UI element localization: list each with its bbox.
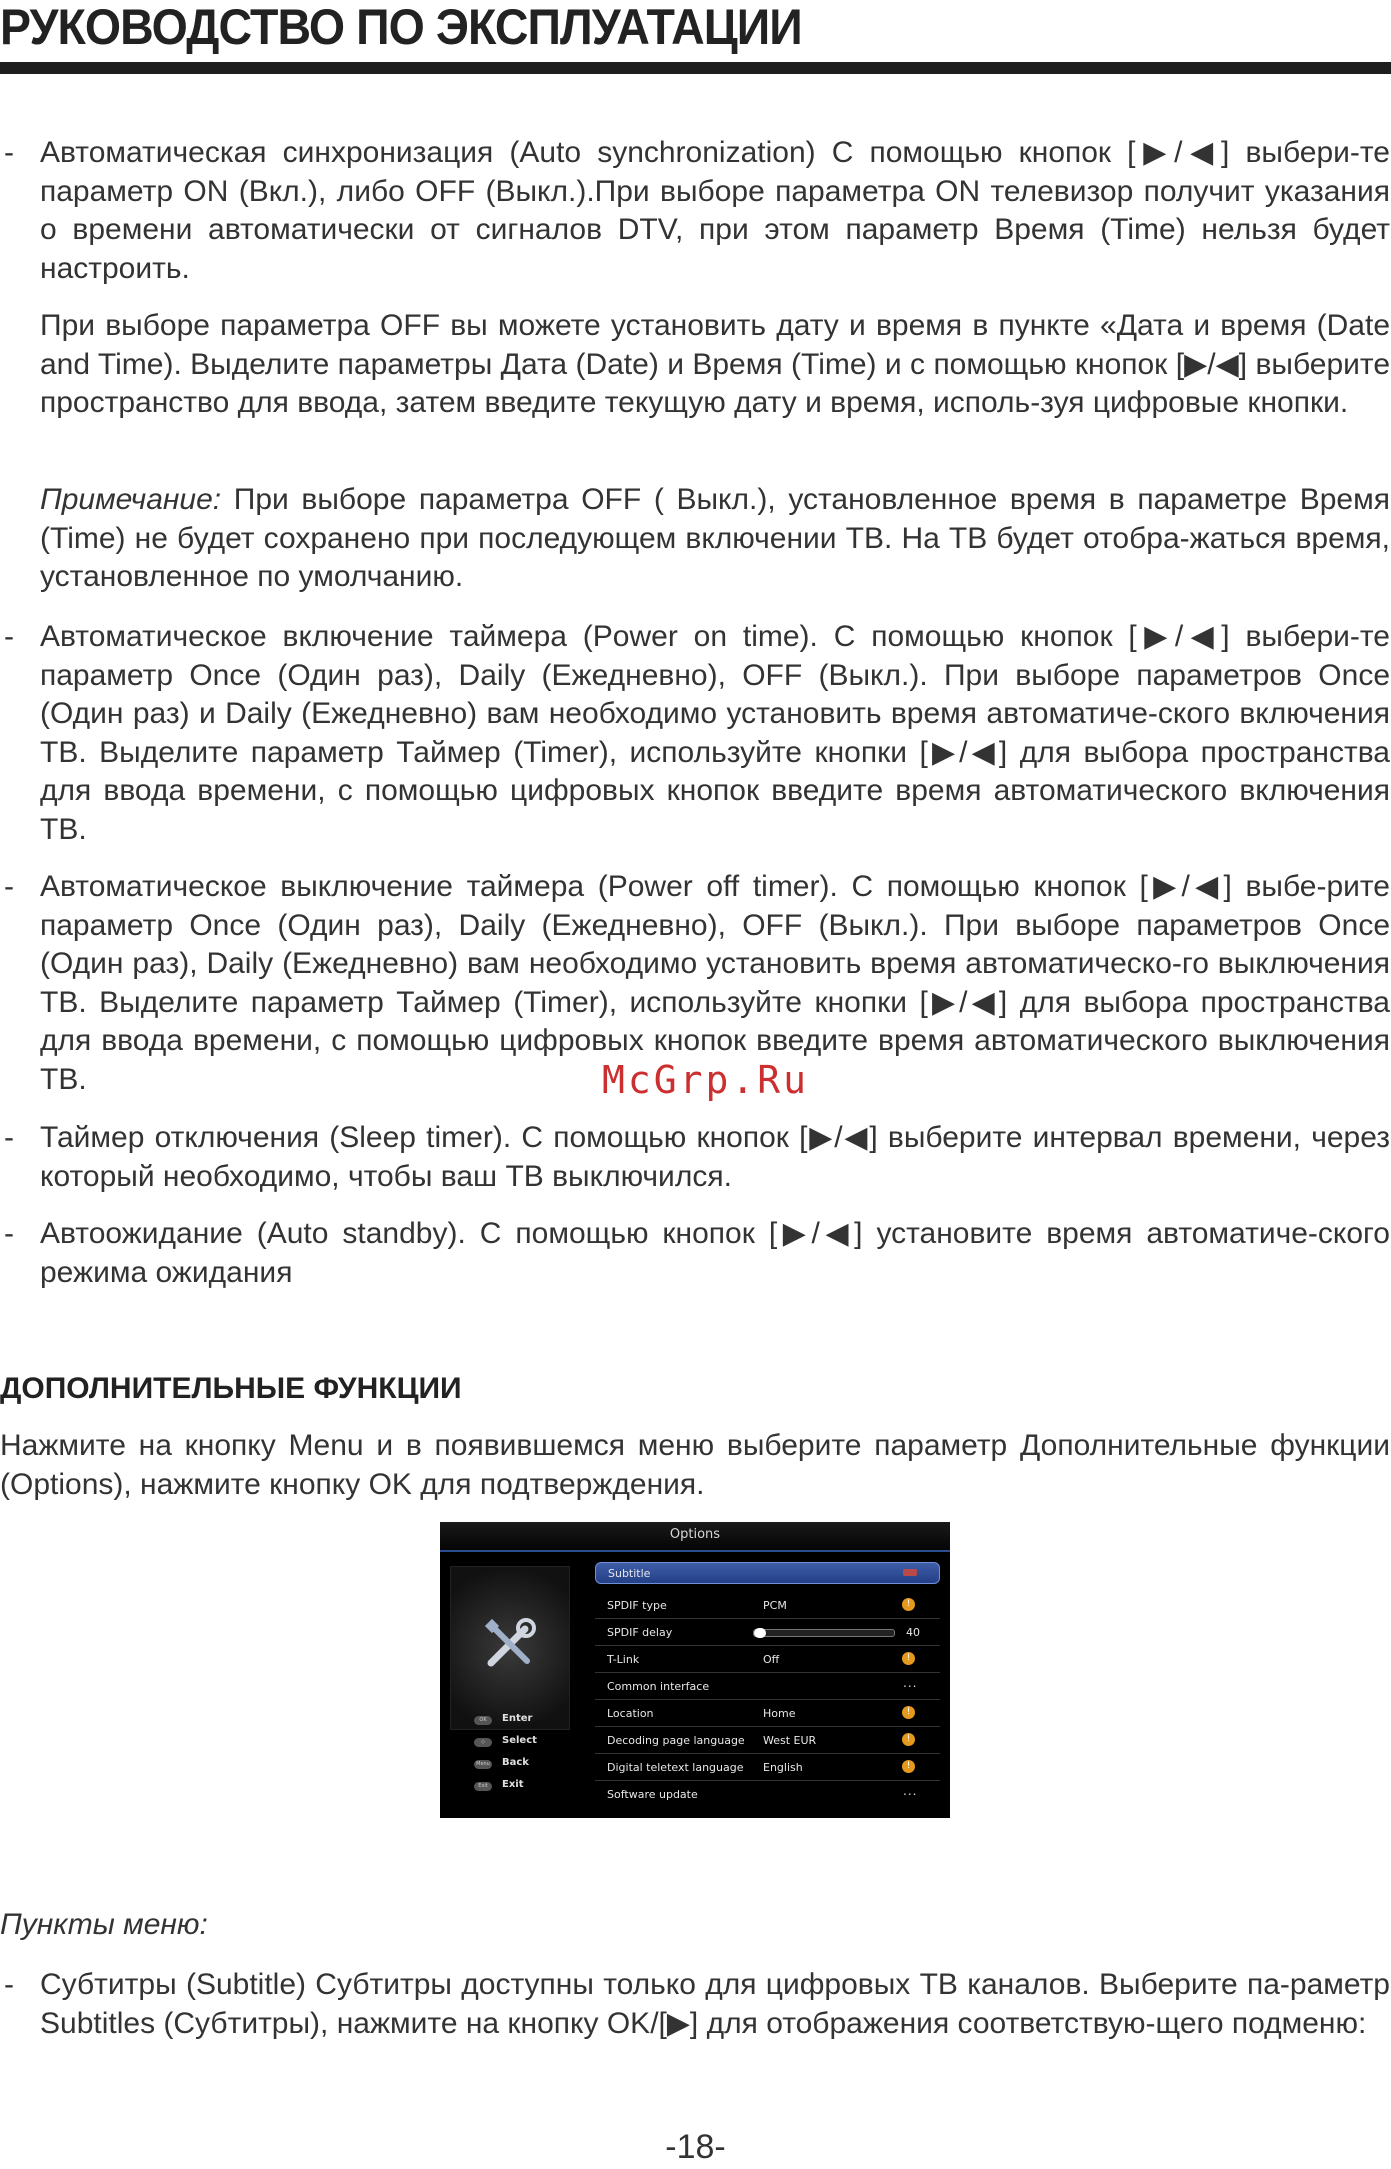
header-divider [0, 62, 1391, 74]
tv-hint-list [474, 1712, 594, 1800]
slider-knob[interactable] [754, 1628, 766, 1638]
hint-exit [474, 1778, 594, 1800]
list-bullet: - [4, 1217, 14, 1250]
option-row-subtitle[interactable] [595, 1562, 940, 1584]
subtitle-indicator-icon [903, 1569, 917, 1576]
hint-label: Select [502, 1735, 537, 1746]
option-name: Subtitle [608, 1567, 651, 1580]
option-name: SPDIF delay [607, 1626, 673, 1639]
page-title: РУКОВОДСТВО ПО ЭКСПЛУАТАЦИИ [0, 0, 802, 55]
ok-key-icon: OK [474, 1716, 492, 1725]
hint-label: Exit [502, 1779, 524, 1790]
hint-label: Enter [502, 1713, 533, 1724]
list-item-text: Автоматическое включение таймера (Power on time). С помощью кнопок [▶/◀] выбери-те параметр Once (Один раз), Daily (Ежедневно), OFF (Выкл.). При выборе параметров Once (Один раз) и Daily (Ежедневно) вам необходимо установить время автоматиче-ского включения ТВ. Выделите параметр Таймер (Timer), используйте кнопки [▶/◀] для выбора пространства для ввода времени, с помощью цифровых кнопок введите время автоматического включения ТВ. [40, 620, 1390, 846]
hint-label: Back [502, 1757, 529, 1768]
option-value: Off [763, 1653, 780, 1666]
hint-enter [474, 1712, 594, 1734]
list-item-text: Автоматическое выключение таймера (Power off timer). С помощью кнопок [▶/◀] выбе-рите параметр Once (Один раз), Daily (Ежедневно), OFF (Выкл.). При выборе параметров Once (Один раз), Daily (Ежедневно) вам необходимо установить время автоматическо-го выключения ТВ. Выделите параметр Таймер (Timer), используйте кнопки [▶/◀] для выбора пространства для ввода времени, с помощью цифровых кнопок введите время автоматического выключения ТВ. [40, 870, 1390, 1096]
lock-icon: ! [902, 1733, 915, 1746]
list-bullet: - [4, 136, 14, 169]
option-row-location[interactable] [595, 1700, 940, 1727]
spdif-delay-slider[interactable] [753, 1629, 895, 1637]
lock-icon: ! [902, 1652, 915, 1665]
option-value: West EUR [763, 1734, 817, 1747]
option-name: Decoding page language [607, 1734, 745, 1747]
tools-icon-panel [450, 1566, 570, 1730]
option-row-decoding-page-language[interactable] [595, 1727, 940, 1754]
lock-icon: ! [902, 1706, 915, 1719]
option-name: Software update [607, 1788, 698, 1801]
option-row-spdif-type[interactable] [595, 1592, 940, 1619]
page-number: -18- [665, 2128, 726, 2166]
hint-back [474, 1756, 594, 1778]
option-row-software-update[interactable] [595, 1781, 940, 1807]
note-paragraph [40, 481, 1390, 597]
option-row-t-link[interactable] [595, 1646, 940, 1673]
watermark: McGrp.Ru [602, 1058, 810, 1102]
tools-icon [481, 1617, 537, 1673]
exit-key-icon: Exit [474, 1782, 492, 1791]
note-text: При выборе параметра OFF ( Выкл.), установленное время в параметре Время (Time) не будет сохранено при последующем включении ТВ. На ТВ будет отобра-жаться время, установленное по умолчанию. [40, 483, 1390, 594]
options-menu-screenshot [440, 1522, 950, 1818]
lock-icon: ! [902, 1598, 915, 1611]
option-row-common-interface[interactable] [595, 1673, 940, 1700]
option-value: 40 [906, 1626, 920, 1639]
list-item-text: Субтитры (Subtitle) Субтитры доступны только для цифровых ТВ каналов. Выберите па-раметр Subtitles (Субтитры), нажмите на кнопку OK/[▶] для отображения соответствую-щего подменю: [40, 1968, 1390, 2040]
note-label: Примечание: [40, 483, 222, 516]
list-item-text: Таймер отключения (Sleep timer). С помощью кнопок [▶/◀] выберите интервал времени, через который необходимо, чтобы ваш ТВ выключился. [40, 1121, 1390, 1193]
list-bullet: - [4, 620, 14, 653]
tv-title-bar [440, 1522, 950, 1550]
lock-icon: ! [902, 1760, 915, 1773]
list-bullet: - [4, 1968, 14, 2001]
option-name: SPDIF type [607, 1599, 667, 1612]
more-icon: ... [903, 1676, 918, 1690]
hint-select [474, 1734, 594, 1756]
tv-menu-title: Options [669, 1527, 721, 1542]
option-name: Digital teletext language [607, 1761, 744, 1774]
menu-key-icon: Menu [474, 1760, 492, 1769]
paragraph: При выборе параметра OFF вы можете установить дату и время в пункте «Дата и время (Date and Time). Выделите параметры Дата (Date) и Время (Time) и с помощью кнопок [▶/◀] выберите пространство для ввода, затем введите текущую дату и время, исполь-зуя цифровые кнопки. [40, 309, 1390, 420]
page-header [0, 0, 1391, 80]
menu-items-heading: Пункты меню: [0, 1908, 208, 1941]
list-item-text: Автоматическая синхронизация (Auto synchronization) С помощью кнопок [▶/◀] выбери-те параметр ON (Вкл.), либо OFF (Выкл.).При выборе параметра ON телевизор получит указания о времени автоматически от сигналов DTV, при этом параметр Время (Time) нельзя будет настроить. [40, 136, 1390, 285]
option-name: T-Link [607, 1653, 640, 1666]
tv-title-divider [440, 1550, 950, 1552]
option-name: Location [607, 1707, 654, 1720]
option-row-digital-teletext-language[interactable] [595, 1754, 940, 1781]
list-bullet: - [4, 870, 14, 903]
list-bullet: - [4, 1121, 14, 1154]
section-title: ДОПОЛНИТЕЛЬНЫЕ ФУНКЦИИ [0, 1372, 462, 1405]
intro-paragraph: Нажмите на кнопку Menu и в появившемся меню выберите параметр Дополнительные функции (Options), нажмите кнопку OK для подтверждения. [0, 1429, 1390, 1501]
list-item-text: Автоожидание (Auto standby). С помощью кнопок [▶/◀] установите время автоматиче-ского режима ожидания [40, 1217, 1390, 1289]
option-value: PCM [763, 1599, 787, 1612]
option-value: English [763, 1761, 803, 1774]
option-row-spdif-delay[interactable] [595, 1619, 940, 1646]
more-icon: ... [903, 1784, 918, 1798]
option-value: Home [763, 1707, 796, 1720]
option-name: Common interface [607, 1680, 710, 1693]
dpad-key-icon: ◇ [474, 1738, 492, 1747]
options-list [595, 1562, 940, 1807]
